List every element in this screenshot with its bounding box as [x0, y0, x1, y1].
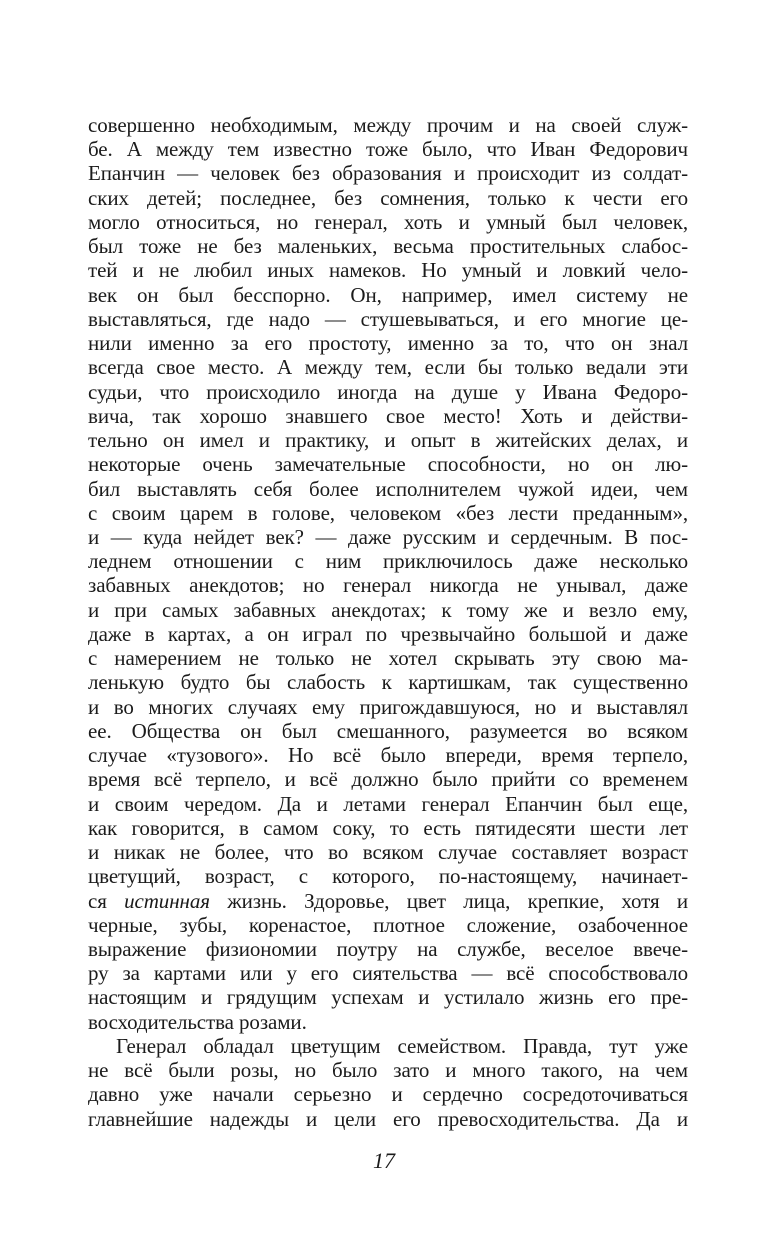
text-line: выставляться, где надо — стушевываться, и его многие це-	[88, 306, 688, 331]
text-line: время всё терпело, и всё должно было прийти со временем	[88, 767, 688, 792]
text-line: Епанчин — человек без образования и происходит из солдат-	[88, 161, 688, 186]
text-line: как говорится, в самом соку, то есть пятидесяти шести лет	[88, 815, 688, 840]
text-line: и никак не более, что во всяком случае составляет возраст	[88, 840, 688, 865]
text-line: случае «тузового». Но всё было впереди, время терпело,	[88, 743, 688, 768]
text-line: с своим царем в голове, человеком «без лести преданным»,	[88, 500, 688, 525]
text-line	[88, 889, 688, 913]
text-line: выражение физиономии поутру на службе, веселое ввече-	[88, 936, 688, 961]
italic-word: истинная	[124, 888, 210, 913]
text-line: даже в картах, а он играл по чрезвычайно большой и даже	[88, 621, 688, 646]
text-line: всегда свое место. А между тем, если бы только ведали эти	[88, 355, 688, 380]
text-line: век он был бесспорно. Он, например, имел систему не	[88, 282, 688, 307]
text-line: совершенно необходимым, между прочим и на своей служ-	[88, 113, 688, 137]
text-line: и при самых забавных анекдотах; к тому же и везло ему,	[88, 597, 688, 622]
text-line: судьи, что происходило иногда на душе у Ивана Федоро-	[88, 379, 688, 404]
text-line: давно уже начали серьезно и сердечно сосредоточиваться	[88, 1082, 688, 1107]
text-line: вича, так хорошо знавшего свое место! Хоть и действи-	[88, 403, 688, 428]
text-line: главнейшие надежды и цели его превосходительства. Да и	[88, 1106, 688, 1131]
text-segment: ся	[88, 888, 125, 913]
text-line: и своим чередом. Да и летами генерал Епанчин был еще,	[88, 791, 688, 816]
text-line: восходительства розами.	[88, 1009, 307, 1034]
text-line: нили именно за его простоту, именно за то, что он знал	[88, 331, 688, 356]
text-line: черные, зубы, коренастое, плотное сложение, озабоченное	[88, 912, 688, 937]
text-line: ленькую будто бы слабость к картишкам, так существенно	[88, 670, 688, 695]
text-line: тельно он имел и практику, и опыт в житейских делах, и	[88, 428, 688, 453]
text-line: бе. А между тем известно тоже было, что Иван Федорович	[88, 137, 688, 162]
text-segment: жизнь. Здоровье, цвет лица, крепкие, хотя и	[209, 888, 688, 913]
page-text-block	[88, 113, 688, 1131]
text-line: с намерением не только не хотел скрывать эту свою ма-	[88, 646, 688, 671]
text-line: бил выставлять себя более исполнителем чужой идеи, чем	[88, 476, 688, 501]
text-line: тей и не любил иных намеков. Но умный и ловкий чело-	[88, 258, 688, 283]
text-line: могло относиться, но генерал, хоть и умный был человек,	[88, 209, 688, 234]
text-line: был тоже не без маленьких, весьма простительных слабос-	[88, 234, 688, 259]
page-number: 17	[373, 1148, 395, 1173]
text-line: цветущий, возраст, с которого, по-настоящему, начинает-	[88, 864, 688, 889]
text-line: ее. Общества он был смешанного, разумеется во всяком	[88, 718, 688, 743]
text-line: и — куда нейдет век? — даже русским и сердечным. В пос-	[88, 524, 688, 549]
text-line: ских детей; последнее, без сомнения, только к чести его	[88, 185, 688, 210]
text-line: и во многих случаях ему пригождавшуюся, но и выставлял	[88, 694, 688, 719]
text-line: некоторые очень замечательные способности, но он лю-	[88, 452, 688, 477]
text-line: не всё были розы, но было зато и много такого, на чем	[88, 1058, 688, 1083]
text-line: ру за картами или у его сиятельства — всё способствовало	[88, 961, 688, 986]
text-line: Генерал обладал цветущим семейством. Правда, тут уже	[116, 1033, 688, 1058]
text-line: настоящим и грядущим успехам и устилало жизнь его пре-	[88, 985, 688, 1010]
text-line: леднем отношении с ним приключилось даже несколько	[88, 549, 688, 574]
text-line: забавных анекдотов; но генерал никогда не унывал, даже	[88, 573, 688, 598]
